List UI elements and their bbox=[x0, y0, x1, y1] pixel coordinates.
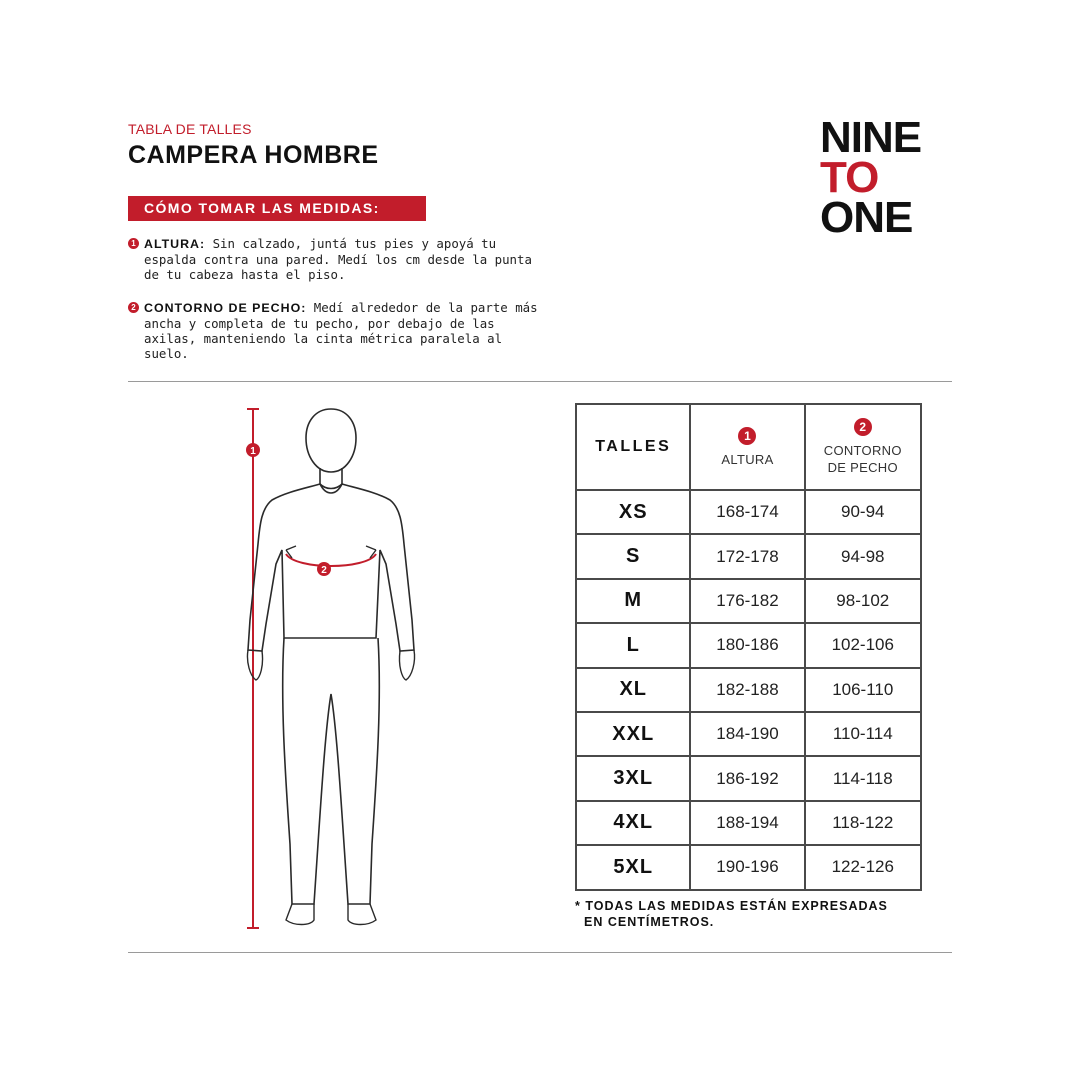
header-altura bbox=[690, 404, 804, 490]
chest-marker-number: 2 bbox=[321, 565, 327, 576]
cell-pecho: 102-106 bbox=[805, 623, 921, 667]
header-pecho-label-2: DE PECHO bbox=[827, 460, 898, 475]
table-row bbox=[576, 801, 921, 845]
table-row bbox=[576, 845, 921, 889]
cell-altura: 182-188 bbox=[690, 668, 804, 712]
header-pecho-badge: 2 bbox=[854, 418, 872, 436]
header-pecho bbox=[805, 404, 921, 490]
table-row bbox=[576, 623, 921, 667]
cell-pecho: 110-114 bbox=[805, 712, 921, 756]
step-text: Medí alrededor de la parte más ancha y completa de tu pecho, por debajo de las axilas, manteniendo la cinta métrica paralela al suelo. bbox=[144, 300, 538, 361]
cell-altura: 188-194 bbox=[690, 801, 804, 845]
header-altura-label: ALTURA bbox=[721, 451, 774, 467]
table-row bbox=[576, 490, 921, 534]
cell-size: 4XL bbox=[576, 801, 690, 845]
step-contorno bbox=[128, 300, 548, 361]
height-marker-number: 1 bbox=[250, 446, 256, 457]
cell-pecho: 122-126 bbox=[805, 845, 921, 889]
header-pecho-label-1: CONTORNO bbox=[823, 443, 902, 458]
doc-title: CAMPERA HOMBRE bbox=[128, 141, 379, 169]
logo-line-2: TO bbox=[820, 153, 879, 202]
cell-size: XL bbox=[576, 668, 690, 712]
table-row bbox=[576, 712, 921, 756]
body-silhouette-icon bbox=[236, 404, 426, 934]
header-talles-label: TALLES bbox=[595, 438, 672, 455]
units-note bbox=[575, 898, 888, 930]
size-table bbox=[575, 403, 922, 891]
cell-pecho: 94-98 bbox=[805, 534, 921, 578]
step-label: CONTORNO DE PECHO: bbox=[144, 301, 307, 315]
cell-altura: 176-182 bbox=[690, 579, 804, 623]
table-header-row bbox=[576, 404, 921, 490]
divider-bottom bbox=[128, 952, 952, 953]
units-note-line-2: EN CENTÍMETROS. bbox=[584, 915, 715, 929]
logo-line-3: ONE bbox=[820, 193, 913, 242]
instructions-banner: CÓMO TOMAR LAS MEDIDAS: bbox=[128, 196, 426, 221]
cell-altura: 184-190 bbox=[690, 712, 804, 756]
step-number-badge: 2 bbox=[128, 302, 139, 313]
table-row bbox=[576, 534, 921, 578]
cell-altura: 168-174 bbox=[690, 490, 804, 534]
cell-pecho: 98-102 bbox=[805, 579, 921, 623]
cell-altura: 172-178 bbox=[690, 534, 804, 578]
table-row bbox=[576, 756, 921, 800]
units-note-line-1: * TODAS LAS MEDIDAS ESTÁN EXPRESADAS bbox=[575, 899, 888, 913]
cell-size: XS bbox=[576, 490, 690, 534]
doc-subtitle: TABLA DE TALLES bbox=[128, 121, 252, 137]
table-row bbox=[576, 668, 921, 712]
cell-size: L bbox=[576, 623, 690, 667]
cell-pecho: 106-110 bbox=[805, 668, 921, 712]
divider-top bbox=[128, 381, 952, 382]
cell-size: S bbox=[576, 534, 690, 578]
table-row bbox=[576, 579, 921, 623]
brand-logo bbox=[820, 113, 922, 242]
step-altura bbox=[128, 236, 548, 282]
header-altura-badge: 1 bbox=[738, 427, 756, 445]
cell-altura: 186-192 bbox=[690, 756, 804, 800]
cell-pecho: 114-118 bbox=[805, 756, 921, 800]
step-label: ALTURA: bbox=[144, 237, 206, 251]
cell-size: M bbox=[576, 579, 690, 623]
cell-size: 3XL bbox=[576, 756, 690, 800]
step-number-badge: 1 bbox=[128, 238, 139, 249]
header-talles bbox=[576, 404, 690, 490]
logo-line-1: NINE bbox=[820, 113, 922, 162]
cell-size: 5XL bbox=[576, 845, 690, 889]
cell-pecho: 90-94 bbox=[805, 490, 921, 534]
cell-altura: 190-196 bbox=[690, 845, 804, 889]
step-text: Sin calzado, juntá tus pies y apoyá tu espalda contra una pared. Medí los cm desde la punta de tu cabeza hasta el piso. bbox=[144, 236, 532, 282]
cell-pecho: 118-122 bbox=[805, 801, 921, 845]
cell-size: XXL bbox=[576, 712, 690, 756]
cell-altura: 180-186 bbox=[690, 623, 804, 667]
